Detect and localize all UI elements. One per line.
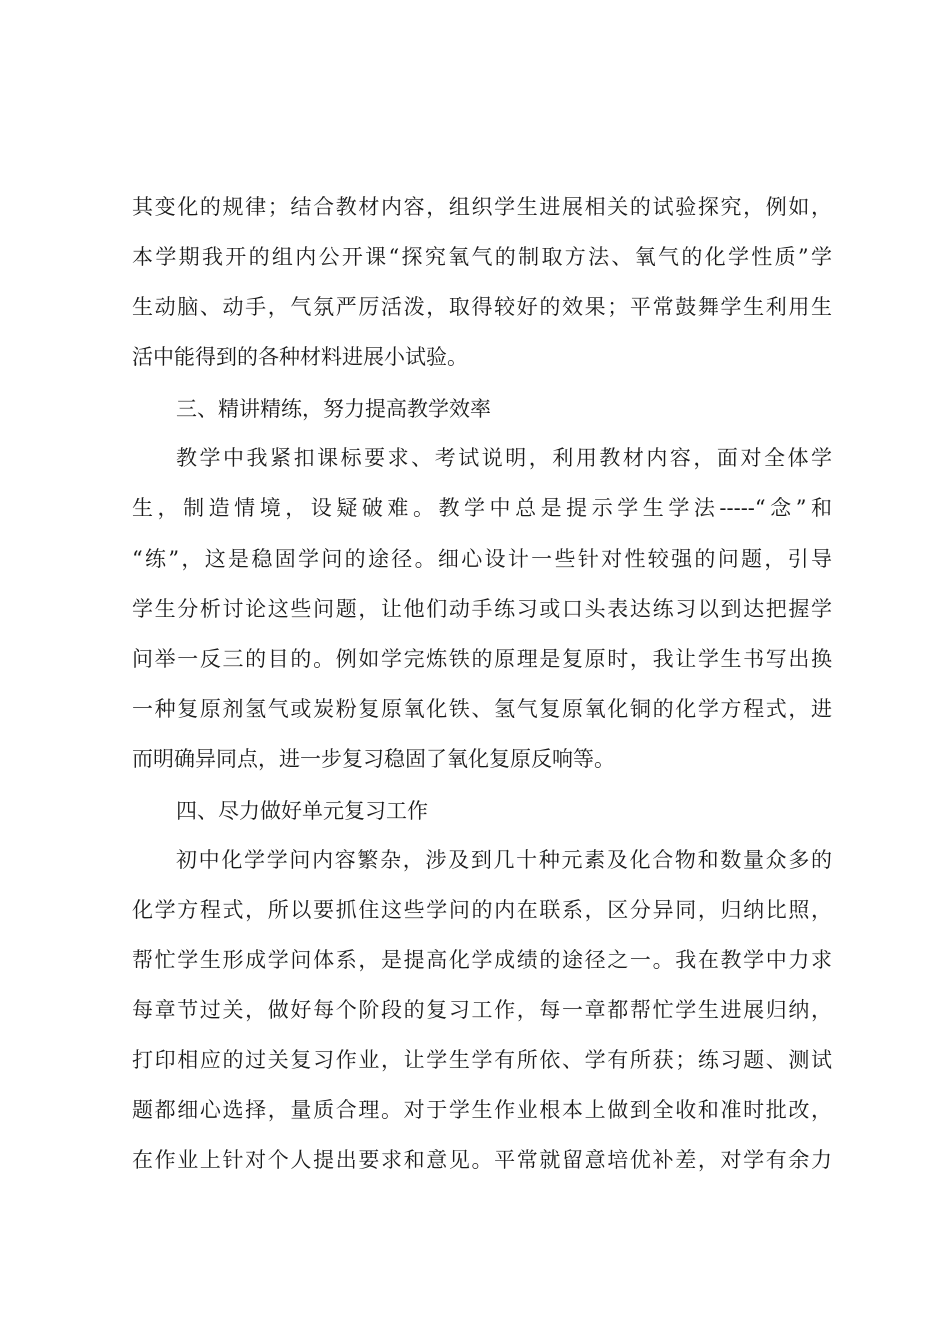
paragraph-line: 一种复原剂氢气或炭粉复原氧化铁、氢气复原氧化铜的化学方程式，进 xyxy=(132,697,832,721)
section-heading: 三、精讲精练，努力提高教学效率 xyxy=(176,397,491,421)
paragraph-line: 题都细心选择，量质合理。对于学生作业根本上做到全收和准时批改， xyxy=(132,1098,832,1122)
paragraph-line: 化学方程式，所以要抓住这些学问的内在联系，区分异同，归纳比照， xyxy=(132,898,832,922)
paragraph-line: 初中化学学问内容繁杂，涉及到几十种元素及化合物和数量众多的 xyxy=(176,848,832,872)
paragraph-line: 生动脑、动手，气氛严厉活泼，取得较好的效果；平常鼓舞学生利用生 xyxy=(132,295,832,319)
paragraph-line: 活中能得到的各种材料进展小试验。 xyxy=(132,345,468,369)
paragraph-line: 其变化的规律；结合教材内容，组织学生进展相关的试验探究，例如， xyxy=(132,195,832,219)
paragraph-line: 教学中我紧扣课标要求、考试说明，利用教材内容，面对全体学 xyxy=(176,446,832,470)
paragraph-line: 生，制造情境，设疑破难。教学中总是提示学生学法-----“念”和 xyxy=(132,496,832,520)
section-heading: 四、尽力做好单元复习工作 xyxy=(176,799,428,823)
paragraph-line: 帮忙学生形成学问体系，是提高化学成绩的途径之一。我在教学中力求 xyxy=(132,948,832,972)
paragraph-line: 本学期我开的组内公开课“探究氧气的制取方法、氧气的化学性质”学 xyxy=(132,245,832,269)
paragraph-line: 在作业上针对个人提出要求和意见。平常就留意培优补差，对学有余力 xyxy=(132,1148,832,1172)
paragraph-line: 问举一反三的目的。例如学完炼铁的原理是复原时，我让学生书写出换 xyxy=(132,647,832,671)
paragraph-line: “练”，这是稳固学问的途径。细心设计一些针对性较强的问题，引导 xyxy=(132,547,832,571)
paragraph-line: 学生分析讨论这些问题，让他们动手练习或口头表达练习以到达把握学 xyxy=(132,597,832,621)
paragraph-line: 而明确异同点，进一步复习稳固了氧化复原反响等。 xyxy=(132,747,615,771)
paragraph-line: 每章节过关，做好每个阶段的复习工作，每一章都帮忙学生进展归纳， xyxy=(132,998,832,1022)
paragraph-line: 打印相应的过关复习作业，让学生学有所依、学有所获；练习题、测试 xyxy=(132,1048,832,1072)
